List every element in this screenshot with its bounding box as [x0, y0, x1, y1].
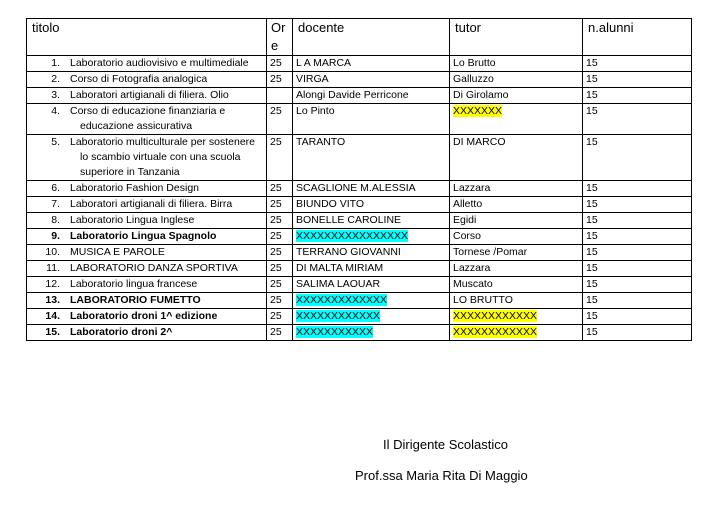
- cell-alunni: [583, 197, 692, 213]
- teacher-name: BIUNDO VITO: [296, 198, 365, 210]
- cell-tutor: [450, 104, 583, 135]
- table-row: [27, 325, 692, 341]
- table-row: [27, 181, 692, 197]
- students-count: 15: [586, 326, 598, 338]
- cell-tutor: [450, 245, 583, 261]
- cell-alunni: [583, 293, 692, 309]
- cell-titolo: [27, 261, 267, 277]
- table-row: [27, 309, 692, 325]
- cell-titolo: [27, 325, 267, 341]
- table-row: [27, 56, 692, 72]
- header-ore: Ore: [267, 19, 293, 56]
- table-row: [27, 197, 692, 213]
- cell-alunni: [583, 88, 692, 104]
- cell-titolo: [27, 88, 267, 104]
- hours-value: 25: [270, 294, 282, 306]
- cell-alunni: [583, 213, 692, 229]
- table-header-row: [27, 19, 692, 56]
- cell-titolo: [27, 197, 267, 213]
- tutor-name: XXXXXXXXXXXX: [453, 310, 538, 322]
- cell-docente: [293, 309, 450, 325]
- tutor-name: Alletto: [453, 198, 483, 210]
- cell-tutor: [450, 277, 583, 293]
- cell-ore: [267, 293, 293, 309]
- course-title: Corso di Fotografia analogica: [70, 73, 208, 85]
- row-number: 11.: [46, 262, 60, 274]
- cell-tutor: [450, 181, 583, 197]
- cell-ore: [267, 229, 293, 245]
- course-title: Laboratorio Fashion Design: [70, 182, 199, 194]
- cell-docente: [293, 277, 450, 293]
- hours-value: 25: [270, 73, 282, 85]
- row-number: 6.: [51, 182, 60, 194]
- students-count: 15: [586, 182, 598, 194]
- cell-docente: [293, 229, 450, 245]
- row-number: 4.: [51, 105, 60, 117]
- table-row: [27, 261, 692, 277]
- row-number: 14.: [45, 310, 60, 322]
- students-count: 15: [586, 89, 598, 101]
- cell-alunni: [583, 277, 692, 293]
- cell-docente: [293, 261, 450, 277]
- header-tutor: tutor: [450, 19, 583, 56]
- row-number: 1.: [51, 57, 60, 69]
- cell-ore: [267, 197, 293, 213]
- row-number: 5.: [51, 136, 60, 148]
- cell-titolo: [27, 229, 267, 245]
- table-row: [27, 135, 692, 181]
- teacher-name: Alongi Davide Perricone: [296, 89, 409, 101]
- cell-docente: [293, 197, 450, 213]
- course-title: LABORATORIO FUMETTO: [70, 294, 201, 306]
- cell-ore: [267, 325, 293, 341]
- tutor-name: Tornese /Pomar: [453, 246, 528, 258]
- tutor-name: Galluzzo: [453, 73, 494, 85]
- header-alunni: n.alunni: [583, 19, 692, 56]
- cell-alunni: [583, 309, 692, 325]
- cell-alunni: [583, 181, 692, 197]
- cell-titolo: [27, 245, 267, 261]
- cell-tutor: [450, 293, 583, 309]
- students-count: 15: [586, 57, 598, 69]
- cell-tutor: [450, 309, 583, 325]
- cell-tutor: [450, 197, 583, 213]
- cell-ore: [267, 309, 293, 325]
- cell-titolo: [27, 309, 267, 325]
- course-title: Corso di educazione finanziaria e educazione assicurativa: [70, 105, 226, 132]
- course-title: Laboratorio multiculturale per sostenere lo scambio virtuale con una scuola superiore in Tanzania: [70, 136, 256, 178]
- hours-value: 25: [270, 278, 282, 290]
- teacher-name: TERRANO GIOVANNI: [296, 246, 401, 258]
- cell-ore: [267, 213, 293, 229]
- cell-ore: [267, 245, 293, 261]
- cell-alunni: [583, 325, 692, 341]
- teacher-name: SALIMA LAOUAR: [296, 278, 381, 290]
- teacher-name: Lo Pinto: [296, 105, 335, 117]
- hours-value: 25: [270, 57, 282, 69]
- row-number: 10.: [45, 246, 60, 258]
- cell-ore: [267, 277, 293, 293]
- cell-ore: [267, 72, 293, 88]
- students-count: 15: [586, 105, 598, 117]
- cell-docente: [293, 181, 450, 197]
- teacher-name: TARANTO: [296, 136, 346, 148]
- hours-value: 25: [270, 198, 282, 210]
- cell-docente: [293, 293, 450, 309]
- course-title: Laboratorio lingua francese: [70, 278, 198, 290]
- hours-value: 25: [270, 230, 282, 242]
- students-count: 15: [586, 278, 598, 290]
- cell-titolo: [27, 72, 267, 88]
- cell-docente: [293, 135, 450, 181]
- cell-docente: [293, 56, 450, 72]
- header-titolo: titolo: [27, 19, 267, 56]
- students-count: 15: [586, 214, 598, 226]
- course-title: Laboratorio droni 2^: [70, 326, 173, 338]
- cell-titolo: [27, 56, 267, 72]
- cell-tutor: [450, 56, 583, 72]
- cell-tutor: [450, 213, 583, 229]
- table-row: [27, 213, 692, 229]
- students-count: 15: [586, 230, 598, 242]
- cell-alunni: [583, 261, 692, 277]
- students-count: 15: [586, 246, 598, 258]
- cell-tutor: [450, 229, 583, 245]
- cell-alunni: [583, 229, 692, 245]
- course-title: MUSICA E PAROLE: [70, 246, 165, 258]
- teacher-name: DI MALTA MIRIAM: [296, 262, 384, 274]
- hours-value: 25: [270, 105, 282, 117]
- teacher-name: XXXXXXXXXXX: [296, 326, 374, 338]
- cell-docente: [293, 104, 450, 135]
- table-row: [27, 72, 692, 88]
- tutor-name: XXXXXXXXXXXX: [453, 326, 538, 338]
- tutor-name: Lo Brutto: [453, 57, 496, 69]
- row-number: 15.: [45, 326, 60, 338]
- cell-docente: [293, 72, 450, 88]
- cell-alunni: [583, 104, 692, 135]
- cell-docente: [293, 213, 450, 229]
- cell-tutor: [450, 325, 583, 341]
- cell-ore: [267, 181, 293, 197]
- tutor-name: LO BRUTTO: [453, 294, 513, 306]
- teacher-name: SCAGLIONE M.ALESSIA: [296, 182, 416, 194]
- hours-value: 25: [270, 326, 282, 338]
- hours-value: 25: [270, 310, 282, 322]
- course-title: Laboratori artigianali di filiera. Birra: [70, 198, 233, 210]
- cell-ore: [267, 104, 293, 135]
- cell-docente: [293, 245, 450, 261]
- cell-titolo: [27, 277, 267, 293]
- students-count: 15: [586, 294, 598, 306]
- cell-titolo: [27, 135, 267, 181]
- table-row: [27, 229, 692, 245]
- course-title: Laboratorio Lingua Spagnolo: [70, 230, 217, 242]
- tutor-name: DI MARCO: [453, 136, 506, 148]
- cell-titolo: [27, 213, 267, 229]
- students-count: 15: [586, 262, 598, 274]
- cell-titolo: [27, 181, 267, 197]
- tutor-name: Lazzara: [453, 182, 491, 194]
- hours-value: 25: [270, 214, 282, 226]
- table-row: [27, 277, 692, 293]
- cell-alunni: [583, 72, 692, 88]
- hours-value: 25: [270, 182, 282, 194]
- tutor-name: Muscato: [453, 278, 493, 290]
- cell-titolo: [27, 293, 267, 309]
- cell-ore: [267, 88, 293, 104]
- cell-ore: [267, 56, 293, 72]
- cell-tutor: [450, 261, 583, 277]
- cell-alunni: [583, 56, 692, 72]
- hours-value: 25: [270, 262, 282, 274]
- signature-role: Il Dirigente Scolastico: [383, 437, 508, 452]
- row-number: 13.: [45, 294, 60, 306]
- tutor-name: XXXXXXX: [453, 105, 503, 117]
- students-count: 15: [586, 136, 598, 148]
- cell-tutor: [450, 135, 583, 181]
- course-title: Laboratori artigianali di filiera. Olio: [70, 89, 229, 101]
- teacher-name: BONELLE CAROLINE: [296, 214, 402, 226]
- hours-value: 25: [270, 136, 282, 148]
- teacher-name: XXXXXXXXXXXXXXXX: [296, 230, 409, 242]
- tutor-name: Corso: [453, 230, 482, 242]
- signature-name: Prof.ssa Maria Rita Di Maggio: [355, 468, 528, 483]
- cell-tutor: [450, 72, 583, 88]
- row-number: 7.: [51, 198, 60, 210]
- row-number: 8.: [51, 214, 60, 226]
- course-title: Laboratorio audiovisivo e multimediale: [70, 57, 249, 69]
- row-number: 9.: [51, 230, 60, 242]
- row-number: 2.: [51, 73, 60, 85]
- cell-titolo: [27, 104, 267, 135]
- teacher-name: XXXXXXXXXXXXX: [296, 294, 388, 306]
- table-row: [27, 88, 692, 104]
- table-row: [27, 293, 692, 309]
- cell-tutor: [450, 88, 583, 104]
- header-docente: docente: [293, 19, 450, 56]
- courses-table: [26, 18, 692, 341]
- table-row: [27, 104, 692, 135]
- course-title: Laboratorio Lingua Inglese: [70, 214, 195, 226]
- course-title: Laboratorio droni 1^ edizione: [70, 310, 218, 322]
- cell-ore: [267, 135, 293, 181]
- teacher-name: L A MARCA: [296, 57, 352, 69]
- cell-docente: [293, 325, 450, 341]
- cell-ore: [267, 261, 293, 277]
- hours-value: 25: [270, 246, 282, 258]
- course-title: LABORATORIO DANZA SPORTIVA: [70, 262, 238, 274]
- cell-docente: [293, 88, 450, 104]
- teacher-name: XXXXXXXXXXXX: [296, 310, 381, 322]
- row-number: 3.: [51, 89, 60, 101]
- table-row: [27, 245, 692, 261]
- students-count: 15: [586, 198, 598, 210]
- teacher-name: VIRGA: [296, 73, 329, 85]
- tutor-name: Di Girolamo: [453, 89, 509, 101]
- students-count: 15: [586, 310, 598, 322]
- cell-alunni: [583, 245, 692, 261]
- cell-alunni: [583, 135, 692, 181]
- row-number: 12.: [45, 278, 60, 290]
- students-count: 15: [586, 73, 598, 85]
- tutor-name: Lazzara: [453, 262, 491, 274]
- tutor-name: Egidi: [453, 214, 477, 226]
